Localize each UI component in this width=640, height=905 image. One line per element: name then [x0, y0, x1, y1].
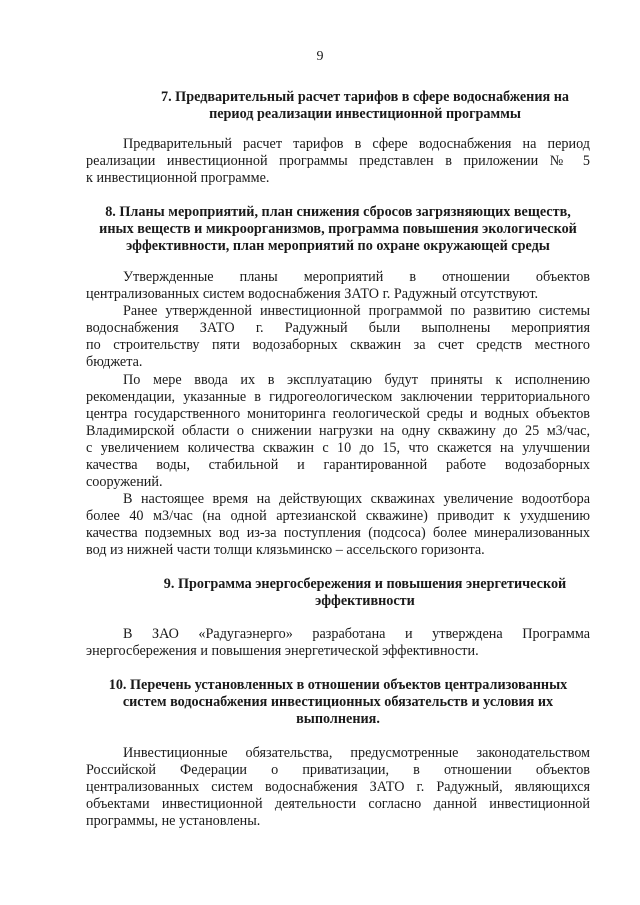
- paragraph-line: рекомендации, указанные в гидрогеологическом заключении территориального: [86, 389, 590, 405]
- paragraph-line: централизованных систем водоснабжения ЗАТО г. Радужный, являющихся: [86, 779, 590, 795]
- section-8-paragraph-3: [86, 372, 590, 491]
- heading-line: иных веществ и микроорганизмов, программа повышения экологической: [99, 221, 577, 237]
- paragraph-line: В ЗАО «Радугаэнерго» разработана и утверждена Программа: [123, 626, 590, 642]
- paragraph-line: В настоящее время на действующих скважинах увеличение водоотбора: [123, 491, 590, 507]
- paragraph-line: Владимирской области о снижении нагрузки на одну скважину до 25 м3/час,: [86, 423, 590, 439]
- paragraph-line: центра государственного мониторинга геологической среды и водных объектов: [86, 406, 590, 422]
- section-7-paragraph-1: [86, 136, 590, 187]
- paragraph-line: по строительству пяти водозаборных скважин за счет средств местного: [86, 337, 590, 353]
- heading-line: 10. Перечень установленных в отношении объектов централизованных: [108, 677, 568, 693]
- section-8-heading: [86, 204, 590, 255]
- paragraph-line: Утвержденные планы мероприятий в отношении объектов: [123, 269, 590, 285]
- section-8-paragraph-4: [86, 491, 590, 559]
- heading-line: 9. Программа энергосбережения и повышения энергетической: [163, 576, 567, 592]
- paragraph-line: к инвестиционной программе.: [86, 170, 270, 186]
- paragraph-line: сооружений.: [86, 474, 163, 490]
- heading-line: 7. Предварительный расчет тарифов в сфере водоснабжения на: [160, 89, 570, 105]
- page-number: 9: [316, 49, 324, 64]
- heading-line: эффективности: [315, 593, 415, 609]
- paragraph-line: объектами инвестиционной деятельности согласно данной инвестиционной: [86, 796, 590, 812]
- heading-line: 8. Планы мероприятий, план снижения сбросов загрязняющих веществ,: [105, 204, 571, 220]
- section-8-paragraph-1: [86, 269, 590, 303]
- section-8-paragraph-2: [86, 303, 590, 371]
- paragraph-line: бюджета.: [86, 354, 143, 370]
- heading-line: систем водоснабжения инвестиционных обязательств и условия их: [122, 694, 554, 710]
- section-7-heading: [110, 89, 620, 123]
- section-10-paragraph-1: [86, 745, 590, 830]
- section-10-heading: [86, 677, 590, 728]
- section-9-heading: [110, 576, 620, 610]
- paragraph-line: Инвестиционные обязательства, предусмотренные законодательством: [123, 745, 590, 761]
- heading-line: период реализации инвестиционной программы: [209, 106, 521, 122]
- paragraph-line: программы, не установлены.: [86, 813, 261, 829]
- section-9-paragraph-1: [86, 626, 590, 660]
- paragraph-line: Российской Федерации о приватизации, в отношении объектов: [86, 762, 590, 778]
- paragraph-line: с увеличением количества скважин с 10 до 15, что скажется на улучшении: [86, 440, 590, 456]
- paragraph-line: Ранее утвержденной инвестиционной программой по развитию системы: [123, 303, 590, 319]
- paragraph-line: более 40 м3/час (на одной артезианской скважине) приводит к ухудшению: [86, 508, 590, 524]
- paragraph-line: энергосбережения и повышения энергетической эффективности.: [86, 643, 479, 659]
- paragraph-line: качества воды, стабильной и гарантированной работе водозаборных: [86, 457, 590, 473]
- paragraph-line: качества подземных вод из-за поступления (подсоса) более минерализованных: [86, 525, 590, 541]
- paragraph-line: водоснабжения ЗАТО г. Радужный были выполнены мероприятия: [86, 320, 590, 336]
- paragraph-line: централизованных систем водоснабжения ЗАТО г. Радужный отсутствуют.: [86, 286, 539, 302]
- heading-line: эффективности, план мероприятий по охране окружающей среды: [126, 238, 550, 254]
- paragraph-line: вод из нижней части толщи клязьминско – ассельского горизонта.: [86, 542, 485, 558]
- paragraph-line: По мере ввода их в эксплуатацию будут приняты к исполнению: [123, 372, 590, 388]
- paragraph-line: реализации инвестиционной программы представлен в приложении № 5: [86, 153, 590, 169]
- heading-line: выполнения.: [296, 711, 380, 727]
- paragraph-line: Предварительный расчет тарифов в сфере водоснабжения на период: [123, 136, 590, 152]
